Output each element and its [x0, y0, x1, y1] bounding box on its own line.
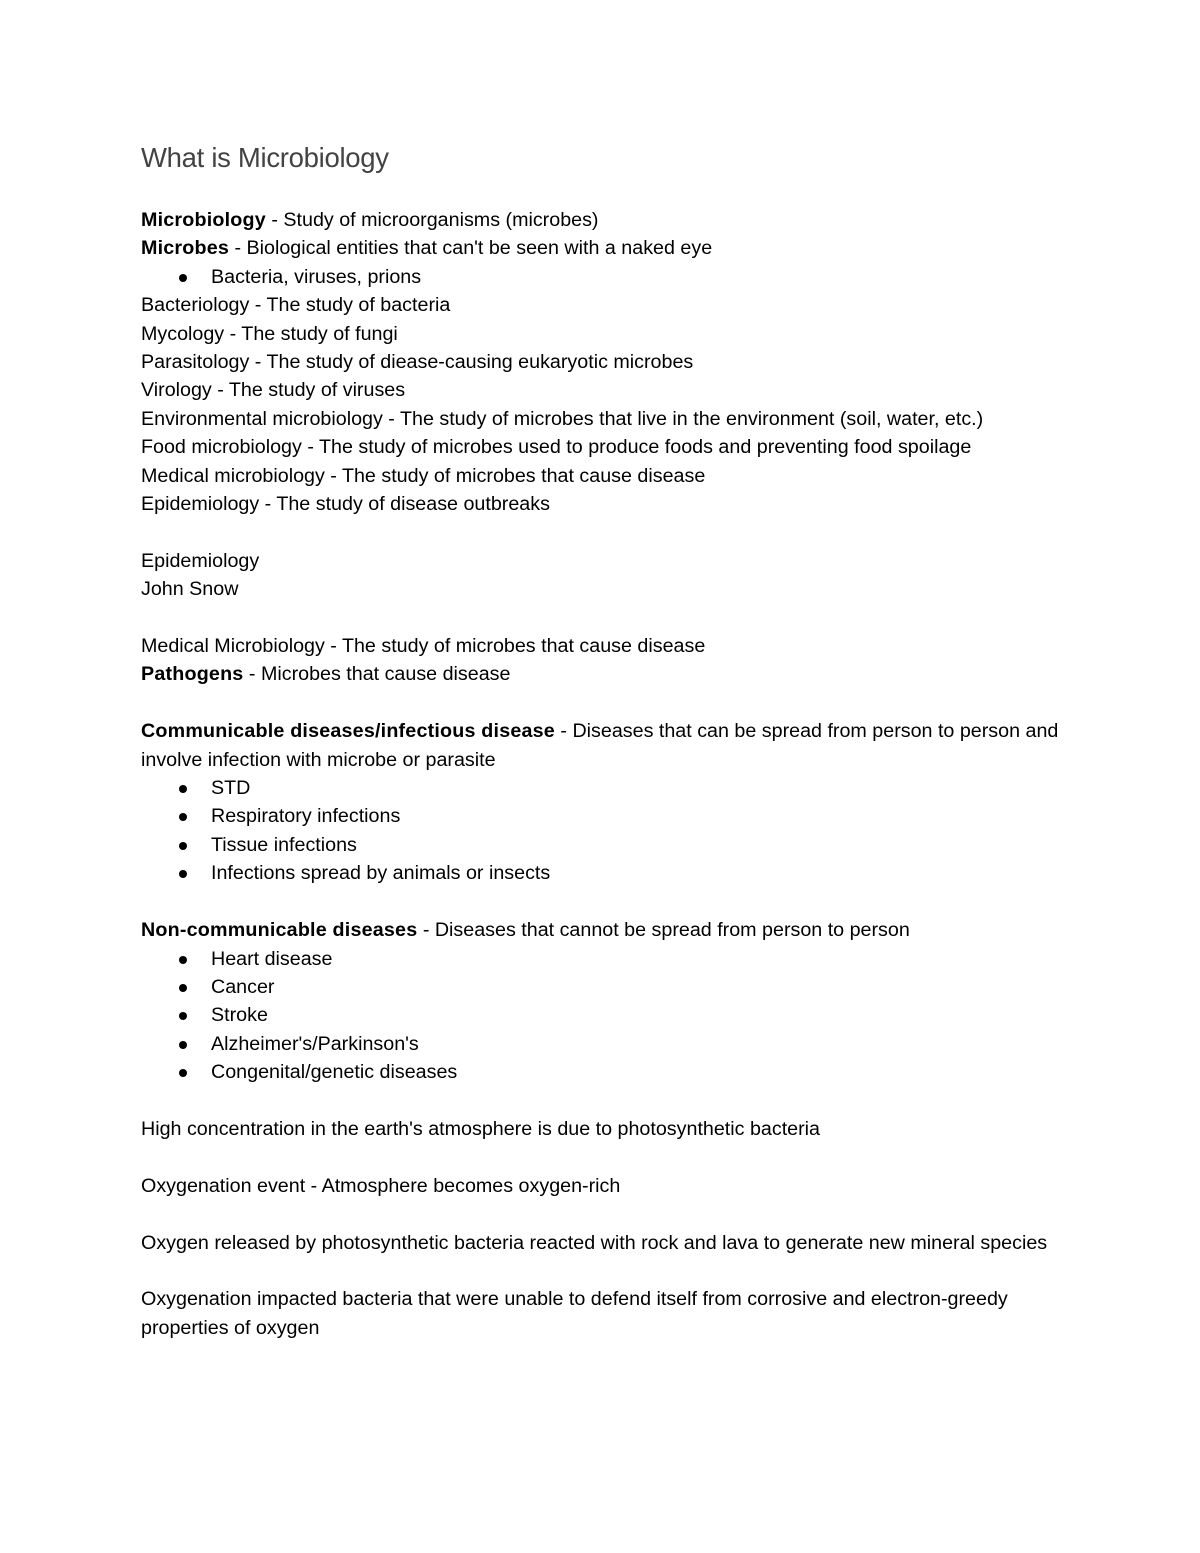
field-environmental: Environmental microbiology - The study of microbes that live in the environment (soil, water, etc.)	[141, 407, 984, 430]
list-item-text: STD	[211, 777, 251, 800]
bullet-icon	[179, 842, 187, 850]
bullet-icon	[179, 870, 187, 878]
list-item-text: Stroke	[211, 1004, 268, 1027]
bullet-icon	[179, 1012, 187, 1020]
list-item	[141, 859, 1071, 887]
list-item	[141, 945, 1071, 973]
microbe-examples-list	[141, 263, 1071, 291]
bullet-icon	[179, 1069, 187, 1077]
noncommunicable-list	[141, 945, 1071, 1087]
term-label: Pathogens	[141, 663, 244, 686]
bullet-icon	[179, 984, 187, 992]
field-bacteriology: Bacteriology - The study of bacteria	[141, 294, 451, 317]
spacer	[141, 1257, 1071, 1285]
list-item-text: Alzheimer's/Parkinson's	[211, 1032, 419, 1055]
bullet-icon	[179, 1041, 187, 1049]
list-item-text: Congenital/genetic diseases	[211, 1061, 458, 1084]
definition-text: - Biological entities that can't be seen with a naked eye	[229, 237, 713, 260]
term-label: Microbiology	[141, 209, 266, 231]
list-item	[141, 263, 1071, 291]
definition-text: - Study of microorganisms (microbes)	[265, 209, 599, 231]
medical-microbiology-line: Medical Microbiology - The study of microbes that cause disease	[141, 635, 706, 658]
list-item-text: Cancer	[211, 975, 275, 998]
definition-text: - Microbes that cause disease	[243, 663, 511, 686]
list-item	[141, 831, 1071, 859]
communicable-list	[141, 774, 1071, 888]
document-page	[141, 140, 1071, 1342]
list-item-text: Bacteria, viruses, prions	[211, 265, 422, 288]
section-heading-epidemiology: Epidemiology	[141, 549, 260, 572]
term-label: Communicable diseases/infectious disease	[141, 720, 555, 743]
bullet-icon	[179, 785, 187, 793]
field-parasitology: Parasitology - The study of diease-causing eukaryotic microbes	[141, 351, 694, 374]
spacer	[141, 1087, 1071, 1115]
list-item	[141, 1030, 1071, 1058]
list-item-text: Tissue infections	[211, 833, 357, 856]
paragraph-oxygenation-event: Oxygenation event - Atmosphere becomes oxygen-rich	[141, 1174, 621, 1197]
spacer	[141, 1143, 1071, 1171]
spacer	[141, 1200, 1071, 1228]
list-item	[141, 1058, 1071, 1086]
list-item	[141, 774, 1071, 802]
paragraph-atmosphere: High concentration in the earth's atmosphere is due to photosynthetic bacteria	[141, 1117, 821, 1140]
field-virology: Virology - The study of viruses	[141, 379, 406, 402]
field-food: Food microbiology - The study of microbes used to produce foods and preventing food spoilage	[141, 436, 972, 459]
definition-noncommunicable	[141, 916, 1071, 944]
field-epidemiology: Epidemiology - The study of disease outbreaks	[141, 493, 550, 516]
field-mycology: Mycology - The study of fungi	[141, 322, 398, 345]
term-label: Non-communicable diseases	[141, 919, 418, 942]
paragraph-oxygen-minerals: Oxygen released by photosynthetic bacteria reacted with rock and lava to generate new mineral species	[141, 1231, 1048, 1254]
definition-text: - Diseases that cannot be spread from person to person	[417, 919, 910, 942]
definition-microbes	[141, 234, 1071, 262]
spacer	[141, 689, 1071, 717]
definition-pathogens	[141, 660, 1071, 688]
definition-text: - Diseases that can be spread from person to person and involve infection with microbe or parasite	[141, 720, 1059, 771]
definition-microbiology	[141, 206, 1071, 234]
bullet-icon	[179, 274, 187, 282]
field-medical: Medical microbiology - The study of microbes that cause disease	[141, 464, 706, 487]
john-snow-line: John Snow	[141, 578, 239, 601]
list-item	[141, 973, 1071, 1001]
list-item	[141, 802, 1071, 830]
list-item-text: Respiratory infections	[211, 805, 401, 828]
page-title: What is Microbiology	[141, 142, 389, 173]
list-item	[141, 1001, 1071, 1029]
term-label: Microbes	[141, 237, 230, 260]
paragraph-oxygenation-impact: Oxygenation impacted bacteria that were unable to defend itself from corrosive and electron-greedy properties of oxygen	[141, 1288, 1008, 1339]
definition-communicable	[141, 717, 1071, 774]
list-item-text: Infections spread by animals or insects	[211, 862, 551, 885]
spacer	[141, 518, 1071, 546]
bullet-icon	[179, 813, 187, 821]
bullet-icon	[179, 956, 187, 964]
list-item-text: Heart disease	[211, 947, 333, 970]
spacer	[141, 604, 1071, 632]
spacer	[141, 888, 1071, 916]
